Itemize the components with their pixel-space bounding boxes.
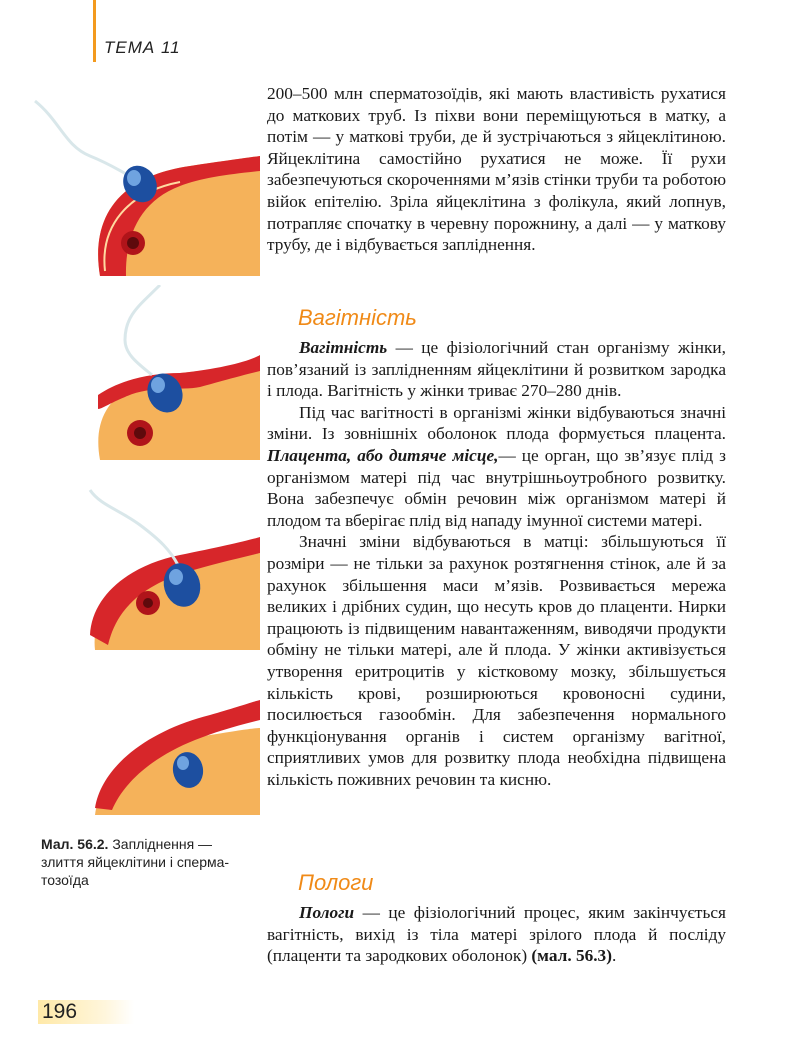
- pregnancy-term: Вагітність: [299, 338, 388, 357]
- placenta-term: Плацента, або дитяче місце,: [267, 445, 499, 465]
- childbirth-end: .: [611, 946, 617, 966]
- placenta-paragraph: [267, 402, 726, 532]
- page-number: 196: [38, 1000, 134, 1024]
- figure-caption: [41, 835, 246, 889]
- intro-paragraph: 200–500 млн сперматозоїдів, які мають властивість рухатися до маткових труб. Із піхви вони переміщуються в матку, а потім — у маткові труби, де й зустрічаються з яйцеклітиною. Яйцеклітина самостійно рухатися не може. Її рухи забезпечуються скороченнями м’язів стінки труби та роботою війок епітелію. Зріла яйцеклітина з фолікула, який лопнув, потрапляє спочатку в черевну порожнину, а далі — у маткову трубу, де і відбувається запліднення.: [267, 84, 726, 255]
- placenta-intro: Під час вагітності в організмі жінки відбуваються значні зміни. Із зовнішніх оболонок плода формується плацента.: [267, 402, 726, 444]
- topic-header: ТЕМА 11: [104, 38, 181, 57]
- placenta-definition: — це орган, що зв’язує плід з організмом матері під час внутрішньоутробного розвитку. Вона забезпечує обмін речовин між організмом матері й плодом та вберігає плід від нападу імунної системи матері.: [267, 445, 726, 530]
- pregnancy-text: [267, 337, 726, 790]
- fertilization-stage-3-illustration: [30, 485, 260, 650]
- uterus-changes-paragraph: Значні зміни відбуваються в матці: збільшуються її розміри — не тільки за рахунок розтягнення стінок, але й за рахунок збільшення маси м’язів. Розвивається мережа великих і дрібних судин, що несуть кров до плаценти. Нирки працюють із підвищеним навантаженням, виводячи продукти обміну не тільки матері, але й плода. У жінки активізується утворення еритроцитів у кістковому мозку, збільшується кількість крові, розширюються кровоносні судини, посилюється газообмін. Для забезпечення нормального функціонування органів і систем організму вагітної, сприятливих умов для розвитку плода необхідна підвищена кількість поживних речовин та кисню.: [267, 532, 726, 789]
- intro-text: [267, 83, 726, 256]
- fertilization-stage-1-illustration: [30, 96, 260, 276]
- childbirth-definition-paragraph: [267, 902, 726, 967]
- pregnancy-definition: — це фізіологічний стан організму жінки, пов’язаний із заплідненням яйцеклітини й розвитком зародка і плода. Вагітність у жінки триває 270–280 днів.: [267, 338, 726, 401]
- fertilization-stage-2-illustration: [30, 285, 260, 460]
- figure-reference: (мал. 56.3): [531, 946, 612, 966]
- childbirth-term: Пологи: [299, 903, 355, 922]
- section-heading-pregnancy: Вагітність: [298, 305, 417, 330]
- header-rule: [93, 0, 96, 62]
- childbirth-definition: — це фізіологічний процес, яким закінчується вагітність, вихід із тіла матері зрілого плода й посліду (плаценти та зародкових оболонок): [267, 903, 726, 966]
- figure-caption-label: Мал. 56.2.: [41, 836, 109, 852]
- childbirth-text: [267, 902, 726, 967]
- figure-caption-text: Запліднення — злиття яйцеклітини і сперма-тозоїда: [41, 836, 230, 888]
- fertilization-stage-4-illustration: [30, 690, 260, 815]
- pregnancy-definition-paragraph: [267, 337, 726, 402]
- section-heading-childbirth: Пологи: [298, 870, 374, 895]
